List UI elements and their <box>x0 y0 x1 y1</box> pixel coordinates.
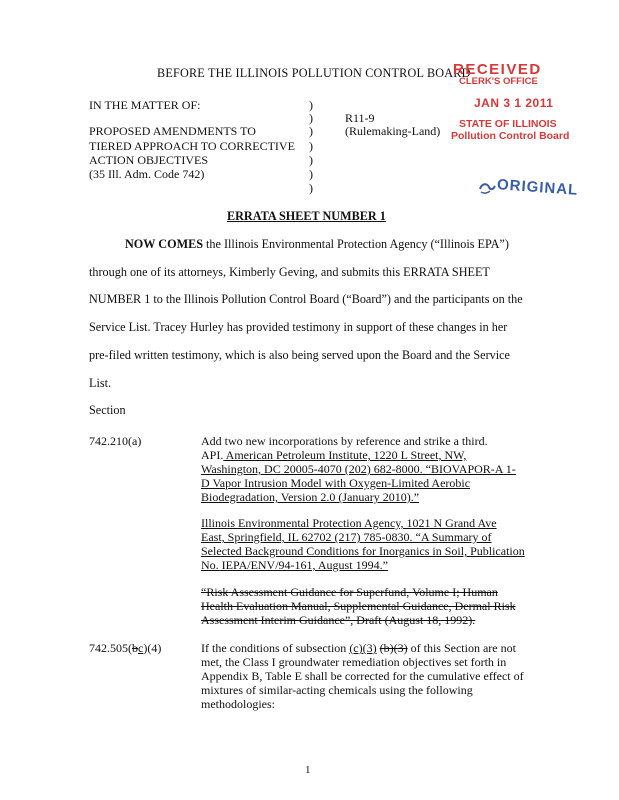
state-stamp: STATE OF ILLINOIS <box>459 118 557 130</box>
caption-paren: ) <box>309 167 313 181</box>
section-entry-line: methodologies: <box>201 697 275 711</box>
body-line: Service List. Tracey Hurley has provided testimony in support of these changes in her <box>89 320 508 334</box>
struck-text: (b)(3) <box>379 641 408 655</box>
caption-line: PROPOSED AMENDMENTS TO <box>89 124 256 138</box>
inserted-text: No. IEPA/ENV/94-161, August 1994.” <box>201 558 388 572</box>
struck-text: b <box>132 641 138 655</box>
entry-text: If the conditions of subsection <box>201 641 350 655</box>
body-line: through one of its attorneys, Kimberly Geving, and submits this ERRATA SHEET <box>89 265 490 279</box>
entry-text: of this Section are not <box>407 641 516 655</box>
body-line: pre-filed written testimony, which is also being served upon the Board and the Service <box>89 348 510 362</box>
section-entry-line: met, the Class I groundwater remediation objectives set forth in <box>201 655 507 669</box>
errata-title: ERRATA SHEET NUMBER 1 <box>227 209 386 223</box>
received-stamp: RECEIVED <box>453 61 542 78</box>
section-entry-line <box>201 448 466 462</box>
received-date-stamp: JAN 3 1 2011 <box>474 96 554 110</box>
inserted-text: c <box>138 641 144 655</box>
inserted-text: East, Springfield, IL 62702 (217) 785-0830. “A Summary of <box>201 530 492 544</box>
body-line: NUMBER 1 to the Illinois Pollution Control Board (“Board”) and the participants on the <box>89 292 523 306</box>
body-line: List. <box>89 376 112 390</box>
caption-line: (35 Ill. Adm. Code 742) <box>89 167 205 181</box>
board-stamp: Pollution Control Board <box>451 130 570 142</box>
caption-paren: ) <box>309 111 313 125</box>
struck-text: “Risk Assessment Guidance for Superfund, Volume I; Human <box>201 585 498 599</box>
api-prefix: API. <box>201 448 224 462</box>
caption-paren: ) <box>309 153 313 167</box>
page-number: 1 <box>305 764 311 776</box>
section-number <box>89 641 161 656</box>
caption-paren: ) <box>309 124 313 138</box>
clerks-office-stamp: CLERK'S OFFICE <box>459 76 538 87</box>
inserted-text: Illinois Environmental Protection Agency, 1021 N Grand Ave <box>201 516 497 530</box>
section-entry-line: mixtures of similar-acting chemicals using the following <box>201 683 473 697</box>
caption-paren: ) <box>309 139 313 153</box>
original-stamp-mark-icon <box>478 181 496 199</box>
section-entry-line: Add two new incorporations by reference and strike a third. <box>201 434 488 448</box>
section-label: Section <box>89 403 126 417</box>
inserted-text: Washington, DC 20005-4070 (202) 682-8000. “BIOVAPOR-A 1- <box>201 462 516 476</box>
inserted-text: D Vapor Intrusion Model with Oxygen-Limited Aerobic <box>201 476 471 490</box>
inserted-text: Biodegradation, Version 2.0 (January 2010).” <box>201 490 420 504</box>
caption-paren: ) <box>309 181 313 195</box>
body-text: the Illinois Environmental Protection Agency (“Illinois EPA”) <box>203 237 509 251</box>
body-line <box>125 237 509 252</box>
inserted-text: (c)(3) <box>349 641 377 655</box>
caption-line: ACTION OBJECTIVES <box>89 153 208 167</box>
struck-text: Assessment Interim Guidance”, Draft (August 18, 1992). <box>201 613 476 627</box>
section-number-part: 742.505( <box>89 641 132 655</box>
struck-text: Health Evaluation Manual, Supplemental Guidance, Dermal Risk <box>201 599 516 613</box>
section-entry-line: Appendix B, Table E shall be corrected for the cumulative effect of <box>201 669 524 683</box>
caption-line: TIERED APPROACH TO CORRECTIVE <box>89 139 295 153</box>
section-entry-line <box>201 641 516 655</box>
board-heading: BEFORE THE ILLINOIS POLLUTION CONTROL BOARD <box>157 66 471 80</box>
caption-paren: ) <box>309 98 313 112</box>
docket-type: (Rulemaking-Land) <box>345 124 441 138</box>
original-stamp: ORIGINAL <box>496 176 579 199</box>
section-number: 742.210(a) <box>89 434 142 448</box>
docket-number: R11-9 <box>345 111 375 125</box>
inserted-text: Selected Background Conditions for Inorganics in Soil, Publication <box>201 544 525 558</box>
inserted-text: American Petroleum Institute, 1220 L Street, NW, <box>223 448 467 462</box>
caption-line: IN THE MATTER OF: <box>89 98 201 112</box>
section-number-part: )(4) <box>143 641 162 655</box>
now-comes: NOW COMES <box>125 237 203 251</box>
